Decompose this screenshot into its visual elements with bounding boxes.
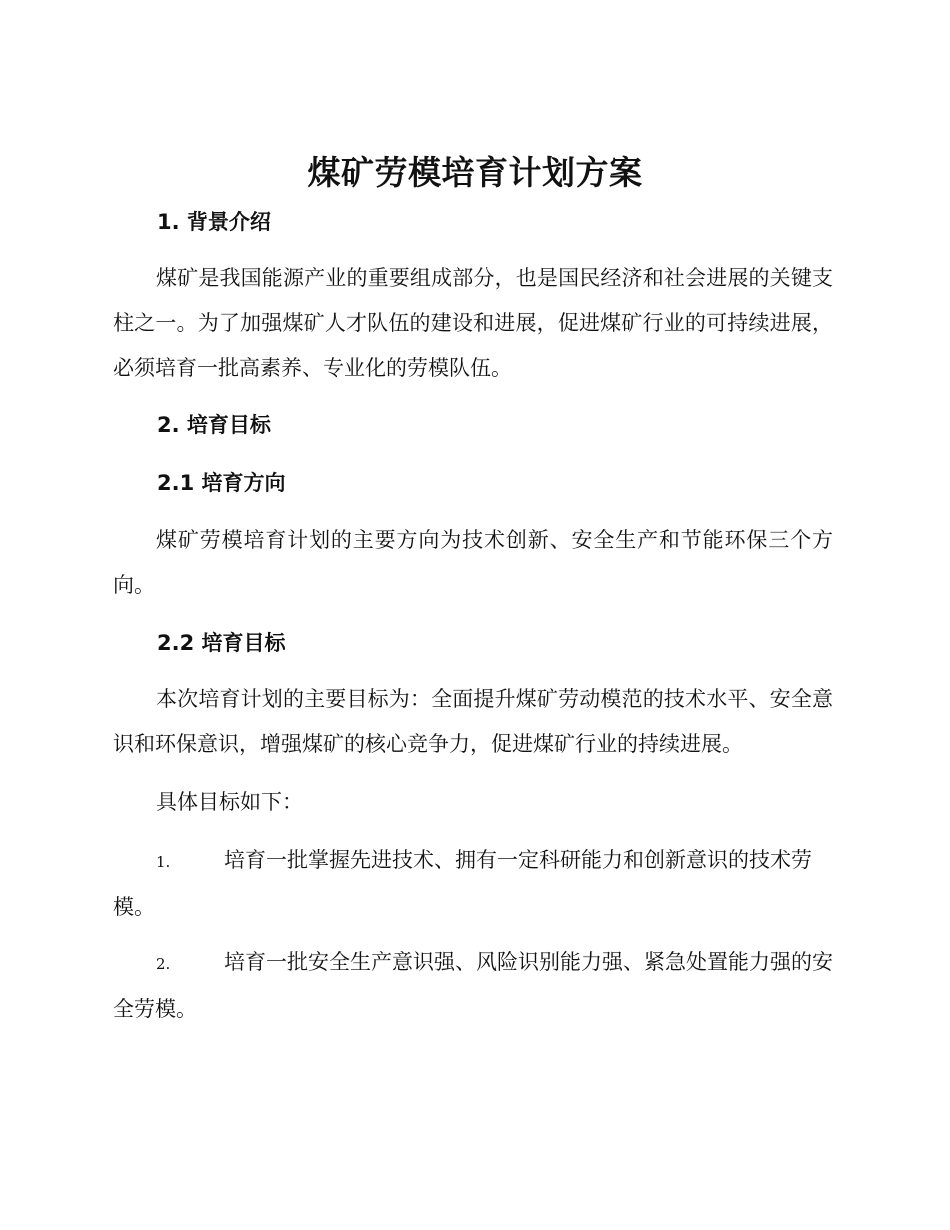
subsection-heading-targets: 2.2 培育目标 [157,631,286,655]
list-item [113,838,833,930]
targets-paragraph: 本次培育计划的主要目标为：全面提升煤矿劳动模范的技术水平、安全意识和环保意识，增强煤矿的核心竞争力，促进煤矿行业的持续进展。 [113,687,833,756]
list-item-number: 2. [156,955,171,973]
list-item [113,940,833,1032]
background-paragraph: 煤矿是我国能源产业的重要组成部分，也是国民经济和社会进展的关键支柱之一。为了加强煤矿人才队伍的建设和进展，促进煤矿行业的可持续进展，必须培育一批高素养、专业化的劳模队伍。 [113,266,833,380]
targets-intro: 具体目标如下： [156,790,303,814]
list-item-number: 1. [156,853,171,871]
section-heading-background: 1. 背景介绍 [157,210,271,234]
subsection-heading-direction: 2.1 培育方向 [157,471,286,495]
list-item-text: 培育一批掌握先进技术、拥有一定科研能力和创新意识的技术劳模。 [113,848,812,919]
document-title: 煤矿劳模培育计划方案 [307,153,643,192]
section-heading-goals: 2. 培育目标 [157,413,271,437]
list-item-text: 培育一批安全生产意识强、风险识别能力强、紧急处置能力强的安全劳模。 [113,950,833,1021]
direction-paragraph: 煤矿劳模培育计划的主要方向为技术创新、安全生产和节能环保三个方向。 [113,528,833,597]
